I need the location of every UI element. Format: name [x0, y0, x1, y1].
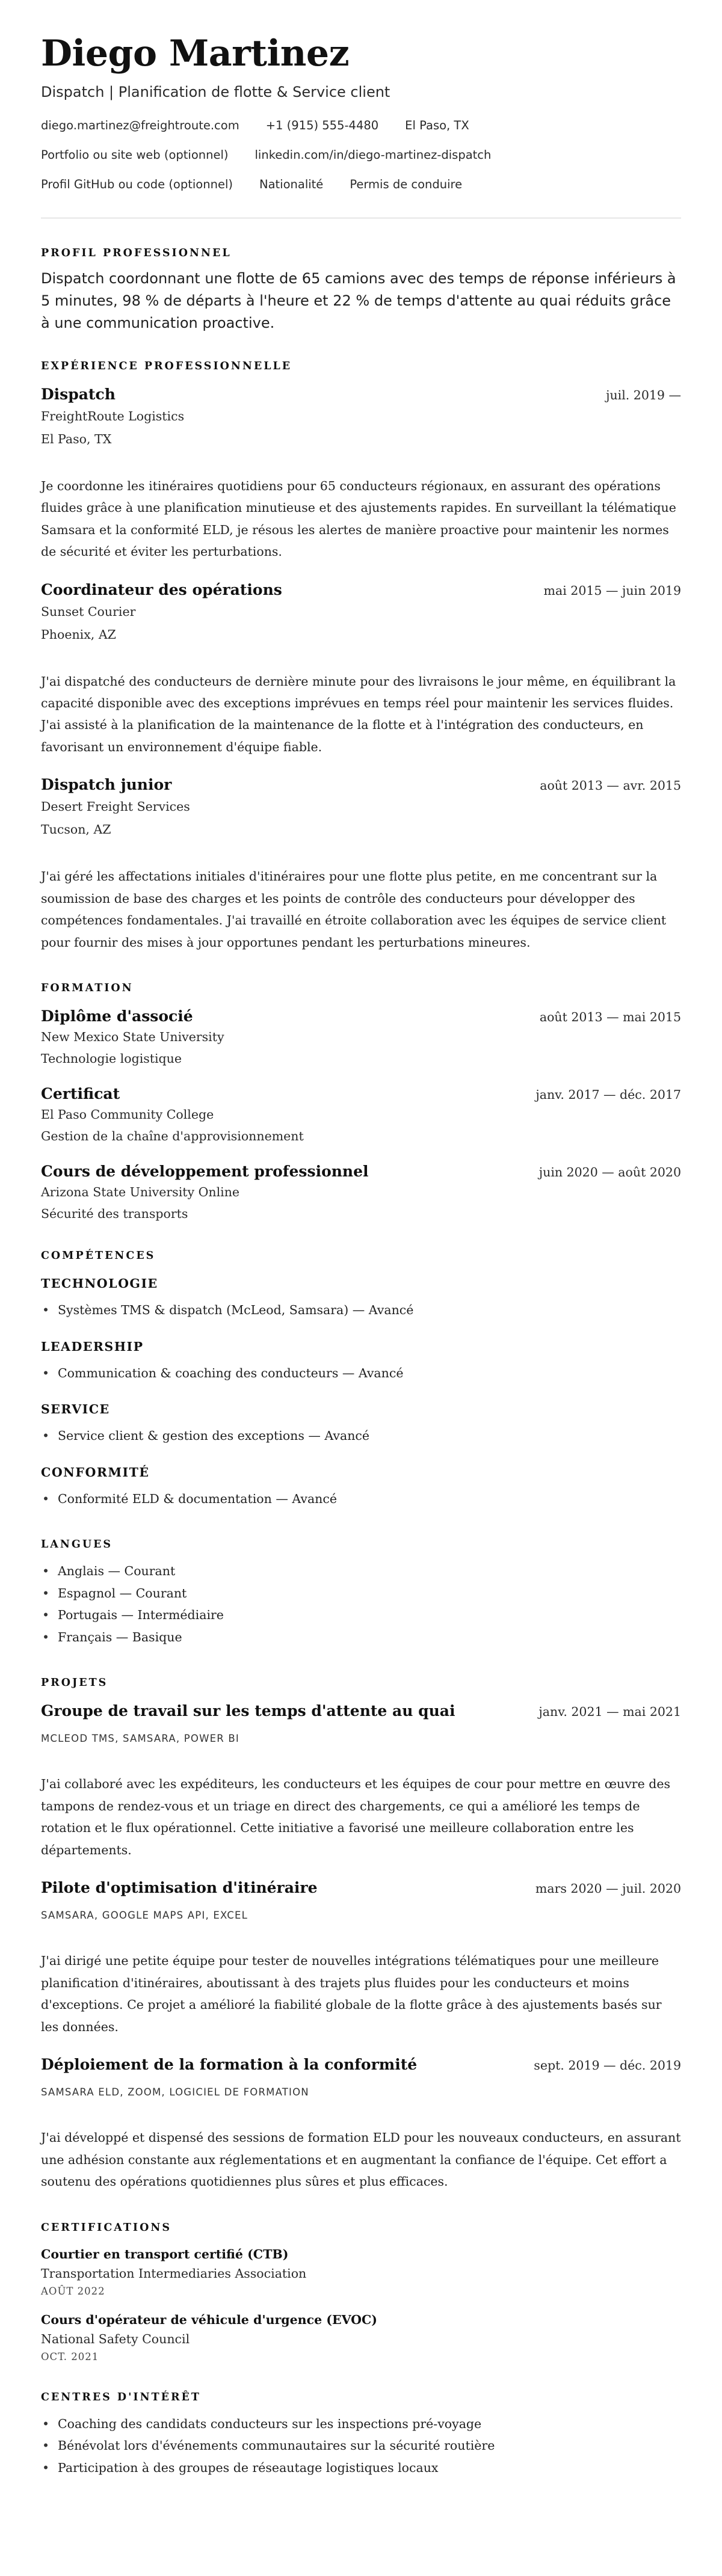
skill-list	[41, 1299, 681, 1321]
job-dates: août 2013 — avr. 2015	[540, 778, 681, 793]
education-item	[41, 1007, 681, 1066]
study-field: Sécurité des transports	[41, 1207, 188, 1222]
degree-title: Diplôme d'associé	[41, 1007, 193, 1025]
driving-license: Permis de conduire	[350, 177, 463, 191]
phone-number[interactable]: +1 (915) 555-4480	[265, 118, 379, 132]
experience-item	[41, 581, 681, 758]
education-item	[41, 1163, 681, 1221]
skill-item: • Service client & gestion des exceptions — Avancé	[41, 1425, 681, 1446]
degree-title: Certificat	[41, 1085, 120, 1103]
certification-item	[41, 2313, 681, 2362]
experience-item	[41, 386, 681, 563]
github-link[interactable]: Profil GitHub ou code (optionnel)	[41, 177, 233, 191]
language-item: • Français — Basique	[41, 1626, 681, 1648]
project-description: J'ai collaboré avec les expéditeurs, les conducteurs et les équipes de cour pour mettre en œuvre des tampons de rendez-vous et un triage en direct des chargements, ce qui a amélioré les temps de rotation et le flux opérationnel. Cette initiative a favorisé une meilleure collaboration entre les départements.	[41, 1777, 671, 1857]
language-item: • Espagnol — Courant	[41, 1582, 681, 1604]
project-item	[41, 1879, 681, 2038]
skill-item: • Conformité ELD & documentation — Avancé	[41, 1488, 681, 1510]
project-tech: SAMSARA ELD, ZOOM, LOGICIEL DE FORMATION	[41, 2086, 309, 2098]
project-tech: MCLEOD TMS, SAMSARA, POWER BI	[41, 1733, 239, 1745]
language-item: • Anglais — Courant	[41, 1560, 681, 1582]
portfolio-link[interactable]: Portfolio ou site web (optionnel)	[41, 148, 229, 162]
job-dates: mai 2015 — juin 2019	[543, 583, 681, 598]
project-item	[41, 1702, 681, 1861]
certification-name: Cours d'opérateur de véhicule d'urgence (EVOC)	[41, 2312, 377, 2327]
job-location: Tucson, AZ	[41, 822, 111, 837]
project-name: Groupe de travail sur les temps d'attente au quai	[41, 1702, 455, 1720]
education-dates: janv. 2017 — déc. 2017	[535, 1087, 681, 1102]
education-dates: juin 2020 — août 2020	[538, 1165, 681, 1180]
certifications-section-title: CERTIFICATIONS	[41, 2221, 171, 2234]
degree-title: Cours de développement professionnel	[41, 1163, 369, 1181]
study-field: Technologie logistique	[41, 1051, 182, 1066]
nationality: Nationalité	[259, 177, 324, 191]
skill-list	[41, 1362, 681, 1384]
company-name: FreightRoute Logistics	[41, 408, 185, 423]
interest-list	[41, 2413, 681, 2479]
education-item	[41, 1085, 681, 1143]
company-name: Sunset Courier	[41, 604, 136, 619]
project-dates: janv. 2021 — mai 2021	[538, 1705, 681, 1720]
job-description: J'ai dispatché des conducteurs de dernière minute pour des livraisons le jour même, en équilibrant la capacité disponible avec des exceptions imprévues en temps réel pour maintenir les services fluides. J'ai assisté à la planification de la maintenance de la flotte et à l'intégration des conducteurs, en favorisant un environnement d'équipe fiable.	[41, 674, 676, 754]
job-title: Coordinateur des opérations	[41, 580, 282, 598]
language-item: • Portugais — Intermédiaire	[41, 1604, 681, 1626]
experience-item	[41, 776, 681, 953]
project-tech: SAMSARA, GOOGLE MAPS API, EXCEL	[41, 1910, 248, 1922]
profile-section-title: PROFIL PROFESSIONNEL	[41, 247, 232, 259]
contact-row-2	[41, 148, 681, 162]
skill-category: LEADERSHIP	[41, 1339, 144, 1354]
email-link[interactable]: diego.martinez@freightroute.com	[41, 118, 239, 132]
interest-item: • Bénévolat lors d'événements communautaires sur la sécurité routière	[41, 2435, 681, 2456]
skills-section-title: COMPÉTENCES	[41, 1250, 156, 1262]
location: El Paso, TX	[405, 118, 469, 132]
project-dates: mars 2020 — juil. 2020	[535, 1881, 681, 1896]
job-location: Phoenix, AZ	[41, 627, 116, 642]
skill-category: CONFORMITÉ	[41, 1465, 150, 1480]
certification-issuer: Transportation Intermediaries Association	[41, 2266, 307, 2281]
school-name: New Mexico State University	[41, 1030, 224, 1045]
skill-list	[41, 1488, 681, 1510]
certification-name: Courtier en transport certifié (CTB)	[41, 2246, 289, 2261]
job-dates: juil. 2019 —	[606, 387, 681, 402]
school-name: Arizona State University Online	[41, 1185, 240, 1200]
skill-category: SERVICE	[41, 1402, 110, 1417]
study-field: Gestion de la chaîne d'approvisionnement	[41, 1129, 304, 1144]
project-name: Déploiement de la formation à la conformité	[41, 2056, 418, 2074]
job-description: J'ai géré les affectations initiales d'itinéraires pour une flotte plus petite, en me concentrant sur la soumission de base des charges et les points de contrôle des conducteurs pour développer des compétences fondamentales. J'ai travaillé en étroite collaboration avec les équipes de service client pour fournir des mises à jour opportunes pendant les perturbations mineures.	[41, 869, 667, 950]
school-name: El Paso Community College	[41, 1107, 214, 1122]
job-title: Dispatch	[41, 385, 116, 403]
skill-list	[41, 1425, 681, 1446]
language-list	[41, 1560, 681, 1648]
profile-summary: Dispatch coordonnant une flotte de 65 camions avec des temps de réponse inférieurs à 5 minutes, 98 % de départs à l'heure et 22 % de temps d'attente au quai réduits grâce à une communication proactive.	[41, 270, 676, 332]
job-title: Dispatch junior	[41, 776, 172, 794]
skill-category: TECHNOLOGIE	[41, 1276, 158, 1291]
interest-item: • Participation à des groupes de réseautage logistiques locaux	[41, 2457, 681, 2479]
projects-section-title: PROJETS	[41, 1677, 108, 1689]
project-name: Pilote d'optimisation d'itinéraire	[41, 1879, 318, 1897]
certification-date: OCT. 2021	[41, 2350, 99, 2362]
project-description: J'ai dirigé une petite équipe pour tester de nouvelles intégrations télématiques pour une meilleure planification d'itinéraires, aboutissant à des trajets plus fluides pour les conducteurs et moins d'exceptions. Ce projet a amélioré la fiabilité globale de la flotte grâce à des ajustements basés sur les données.	[41, 1954, 662, 2034]
project-dates: sept. 2019 — déc. 2019	[534, 2058, 681, 2073]
certification-date: AOÛT 2022	[41, 2285, 105, 2297]
interests-section-title: CENTRES D'INTÉRÊT	[41, 2391, 201, 2403]
candidate-name: Diego Martinez	[41, 32, 350, 75]
education-dates: août 2013 — mai 2015	[539, 1010, 681, 1025]
languages-section-title: LANGUES	[41, 1539, 113, 1551]
skill-item: • Communication & coaching des conducteurs — Avancé	[41, 1362, 681, 1384]
certification-item	[41, 2247, 681, 2297]
skill-item: • Systèmes TMS & dispatch (McLeod, Samsara) — Avancé	[41, 1299, 681, 1321]
project-description: J'ai développé et dispensé des sessions de formation ELD pour les nouveaux conducteurs, en assurant une adhésion constante aux réglementations et en augmentant la confiance de l'équipe. Cet effort a soutenu des opérations quotidiennes plus sûres et plus efficaces.	[41, 2130, 681, 2189]
job-location: El Paso, TX	[41, 431, 112, 446]
project-item	[41, 2056, 681, 2192]
experience-section-title: EXPÉRIENCE PROFESSIONNELLE	[41, 360, 292, 372]
linkedin-link[interactable]: linkedin.com/in/diego-martinez-dispatch	[255, 148, 492, 162]
contact-row-1	[41, 118, 681, 132]
job-description: Je coordonne les itinéraires quotidiens pour 65 conducteurs régionaux, en assurant des opérations fluides grâce à une planification minutieuse et des ajustements rapides. En surveillant la télématique Samsara et la conformité ELD, je résous les alertes de manière proactive pour maintenir les normes de sécurité et éviter les perturbations.	[41, 478, 676, 559]
education-section-title: FORMATION	[41, 982, 134, 995]
contact-row-3	[41, 177, 681, 191]
interest-item: • Coaching des candidats conducteurs sur les inspections pré-voyage	[41, 2413, 681, 2435]
certification-issuer: National Safety Council	[41, 2331, 190, 2346]
company-name: Desert Freight Services	[41, 799, 190, 814]
headline: Dispatch | Planification de flotte & Service client	[41, 84, 390, 100]
